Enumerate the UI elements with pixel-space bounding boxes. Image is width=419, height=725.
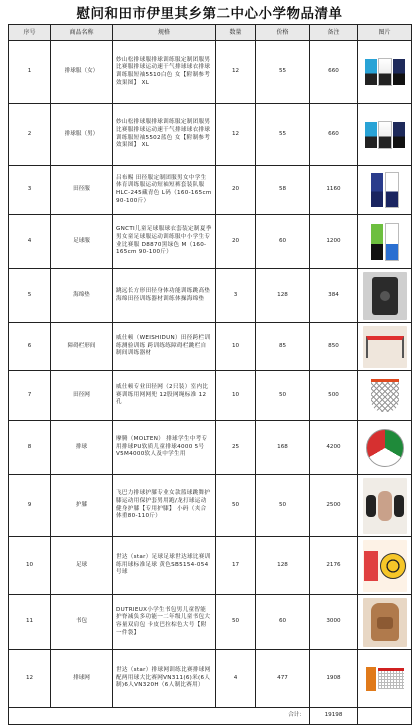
cell-note: 2176 [310, 537, 358, 595]
total-label: 合计： [256, 708, 310, 725]
cell-no: 5 [9, 269, 51, 323]
cell-image [358, 371, 412, 421]
cell-name: 足球 [51, 537, 113, 595]
cell-qty: 50 [216, 595, 256, 650]
table-row [9, 537, 412, 595]
track-uniform-photo [363, 169, 407, 212]
cell-note: 4200 [310, 421, 358, 475]
cell-price: 50 [256, 371, 310, 421]
cell-no: 2 [9, 104, 51, 166]
cell-note: 2500 [310, 475, 358, 537]
cell-qty: 25 [216, 421, 256, 475]
cell-price: 50 [256, 475, 310, 537]
table-row [9, 475, 412, 537]
soccer-uniform-photo [363, 218, 407, 266]
cell-name: 书包 [51, 595, 113, 650]
cell-no: 1 [9, 41, 51, 104]
item-table [8, 24, 412, 725]
cell-note: 3000 [310, 595, 358, 650]
cell-price: 60 [256, 215, 310, 269]
cell-image [358, 166, 412, 215]
cell-image [358, 104, 412, 166]
cell-name: 障碍栏形间 [51, 323, 113, 371]
cell-spec: 妙山松排球服排球训练服定制团服男比赛服排球运动速干气排球球衣排球训练服短袖5510白色 女【附制参考效果图】 XL [113, 41, 216, 104]
cell-price: 60 [256, 595, 310, 650]
cell-qty: 12 [216, 41, 256, 104]
header-qty: 数量 [216, 25, 256, 41]
cell-image [358, 215, 412, 269]
knee-pad-photo [363, 478, 407, 534]
cell-no: 6 [9, 323, 51, 371]
cell-price: 128 [256, 269, 310, 323]
sponge-mat-photo [363, 272, 407, 320]
table-row [9, 269, 412, 323]
cell-spec: 吕布赐 田径服定制团服男女中学生体育训练服运动短袖短裤套装队服 HLC-245藏青色 L码（160-165cm 90-100斤） [113, 166, 216, 215]
cell-price: 168 [256, 421, 310, 475]
cell-image [358, 595, 412, 650]
net-photo [363, 374, 407, 418]
cell-image [358, 650, 412, 708]
cell-qty: 50 [216, 475, 256, 537]
cell-price: 55 [256, 104, 310, 166]
cell-price: 58 [256, 166, 310, 215]
volleyball-net-photo [363, 653, 407, 705]
cell-spec: GNCTI儿童足球服球衣套装定制夏季男女童足球服运动训练服中小学生专业比赛服 D8870黑绿色 M（160-165cm 90-100斤） [113, 215, 216, 269]
cell-spec: 世达（star）排球网训练比赛排球网配两用球大比赛网VN311(6)米(6人制)6人VN320H（6人制比赛用） [113, 650, 216, 708]
cell-note: 384 [310, 269, 358, 323]
cell-note: 660 [310, 104, 358, 166]
header-no: 序号 [9, 25, 51, 41]
cell-price: 128 [256, 537, 310, 595]
cell-note: 1908 [310, 650, 358, 708]
cell-name: 排球 [51, 421, 113, 475]
cell-price: 477 [256, 650, 310, 708]
table-row [9, 166, 412, 215]
cell-no: 3 [9, 166, 51, 215]
header-spec: 规格 [113, 25, 216, 41]
cell-note: 660 [310, 41, 358, 104]
cell-qty: 20 [216, 215, 256, 269]
soccer-ball-photo [363, 540, 407, 592]
cell-price: 55 [256, 41, 310, 104]
total-value: 19198 [310, 708, 358, 725]
cell-qty: 17 [216, 537, 256, 595]
header-image: 图片 [358, 25, 412, 41]
cell-qty: 12 [216, 104, 256, 166]
cell-image [358, 475, 412, 537]
cell-name: 足球服 [51, 215, 113, 269]
cell-no: 4 [9, 215, 51, 269]
cell-image [358, 323, 412, 371]
table-row [9, 323, 412, 371]
header-note: 备注 [310, 25, 358, 41]
cell-spec: 威仕顿（WEISHIDUN）田径跨栏训练测验训练 跨训练练障碍栏跳栏自制间训练器材 [113, 323, 216, 371]
cell-name: 排球服（女） [51, 41, 113, 104]
cell-name: 护膝 [51, 475, 113, 537]
cell-qty: 10 [216, 371, 256, 421]
volleyball-photo [363, 424, 407, 472]
cell-name: 田径服 [51, 166, 113, 215]
cell-no: 9 [9, 475, 51, 537]
backpack-photo [363, 598, 407, 647]
cell-spec: 摩腾（MOLTEN） 排球学生中考专用排球PU软质儿童排球4000 5号 V5M4000软人及中学生用 [113, 421, 216, 475]
table-row [9, 371, 412, 421]
volleyball-uniform-photo [363, 107, 407, 163]
cell-spec: 妙山松排球服排球训练服定制团服男比赛服排球运动速干气排球球衣排球训练服短袖5502蓝色 女【附制参考效果图】 XL [113, 104, 216, 166]
cell-no: 8 [9, 421, 51, 475]
header-price: 价格 [256, 25, 310, 41]
cell-name: 海绵垫 [51, 269, 113, 323]
total-row [9, 708, 412, 725]
cell-image [358, 41, 412, 104]
cell-note: 850 [310, 323, 358, 371]
cell-note: 1200 [310, 215, 358, 269]
cell-name: 排球服（男） [51, 104, 113, 166]
cell-note: 500 [310, 371, 358, 421]
cell-spec: 威仕顿专业田径网（2只装）室内比赛训练用网网兜 12股网绳标准 12孔 [113, 371, 216, 421]
cell-name: 田径网 [51, 371, 113, 421]
cell-no: 11 [9, 595, 51, 650]
cell-name: 排球网 [51, 650, 113, 708]
table-row [9, 421, 412, 475]
cell-no: 7 [9, 371, 51, 421]
cell-qty: 4 [216, 650, 256, 708]
cell-qty: 10 [216, 323, 256, 371]
hurdle-photo [363, 326, 407, 368]
cell-spec: 世达（star）足球足球世达球比赛训练用球标准足球 黄色SB5154-054号球 [113, 537, 216, 595]
table-row [9, 215, 412, 269]
table-row [9, 41, 412, 104]
table-row [9, 650, 412, 708]
cell-qty: 3 [216, 269, 256, 323]
cell-spec: 跳远长方形田径身体功能训练跳高垫海绵田径训练器材训练体操海绵垫 [113, 269, 216, 323]
table-row [9, 595, 412, 650]
cell-no: 10 [9, 537, 51, 595]
volleyball-uniform-photo [363, 44, 407, 101]
cell-image [358, 421, 412, 475]
cell-price: 85 [256, 323, 310, 371]
cell-spec: DUTRIEUX小学生书包男儿童智能护脊减负多功能一二年级儿童书包大容量双肩包 卡皮巴拉棕色大号【附一件袋】 [113, 595, 216, 650]
document-title: 慰问和田市伊里其乡第二中心小学物品清单 [76, 6, 343, 22]
cell-spec: 飞巴力排球护膝专业女款篮球跳舞护膝运动用保护套男用跑/龙打球运动健身护膝【专用护膝】 小码（夹合体重80-110斤） [113, 475, 216, 537]
cell-note: 1160 [310, 166, 358, 215]
cell-no: 12 [9, 650, 51, 708]
cell-qty: 20 [216, 166, 256, 215]
cell-image [358, 269, 412, 323]
table-header-row [9, 25, 412, 41]
header-name: 商品名称 [51, 25, 113, 41]
table-row [9, 104, 412, 166]
cell-image [358, 537, 412, 595]
